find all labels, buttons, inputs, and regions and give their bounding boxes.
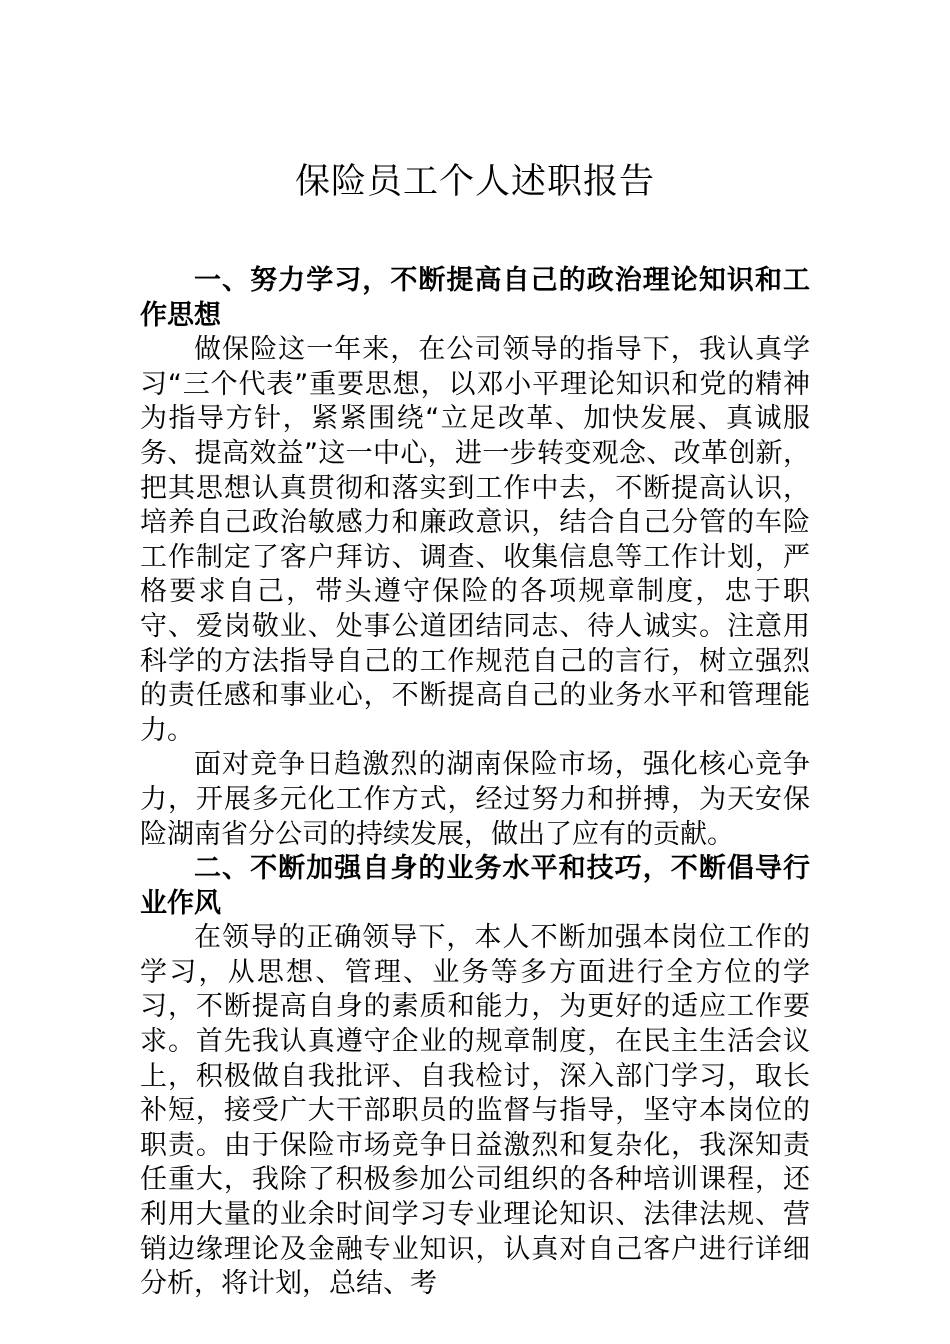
document-body	[140, 264, 810, 1302]
paragraph-study-politics: 做保险这一年来，在公司领导的指导下，我认真学习“三个代表”重要思想，以邓小平理论知识和党的精神为指导方针，紧紧围绕“立足改革、加快发展、真诚服务、提高效益”这一中心，进一步转变观念、改革创新，把其思想认真贯彻和落实到工作中去，不断提高认识，培养自己政治敏感力和廉政意识，结合自己分管的车险工作制定了客户拜访、调查、收集信息等工作计划，严格要求自己，带头遵守保险的各项规章制度，忠于职守、爱岗敬业、处事公道团结同志、待人诚实。注意用科学的方法指导自己的工作规范自己的言行，树立强烈的责任感和事业心，不断提高自己的业务水平和管理能力。	[140, 334, 810, 746]
paragraph-market-competition: 面对竞争日趋激烈的湖南保险市场，强化核心竞争力，开展多元化工作方式，经过努力和拼搏，为天安保险湖南省分公司的持续发展，做出了应有的贡献。	[140, 749, 810, 850]
section-heading-2: 二、不断加强自身的业务水平和技巧，不断倡导行业作风	[140, 853, 810, 919]
document-title: 保险员工个人述职报告	[294, 162, 655, 202]
paragraph-skill-improvement: 在领导的正确领导下，本人不断加强本岗位工作的学习，从思想、管理、业务等多方面进行全方位的学习，不断提高自身的素质和能力，为更好的适应工作要求。首先我认真遵守企业的规章制度，在民主生活会议上，积极做自我批评、自我检讨，深入部门学习，取长补短，接受广大干部职员的监督与指导，坚守本岗位的职责。由于保险市场竞争日益激烈和复杂化，我深知责任重大，我除了积极参加公司组织的各种培训课程，还利用大量的业余时间学习专业理论知识、法律法规、营销边缘理论及金融专业知识，认真对自己客户进行详细分析，将计划，总结、考	[140, 922, 810, 1300]
section-heading-1: 一、努力学习，不断提高自己的政治理论知识和工作思想	[140, 265, 810, 331]
